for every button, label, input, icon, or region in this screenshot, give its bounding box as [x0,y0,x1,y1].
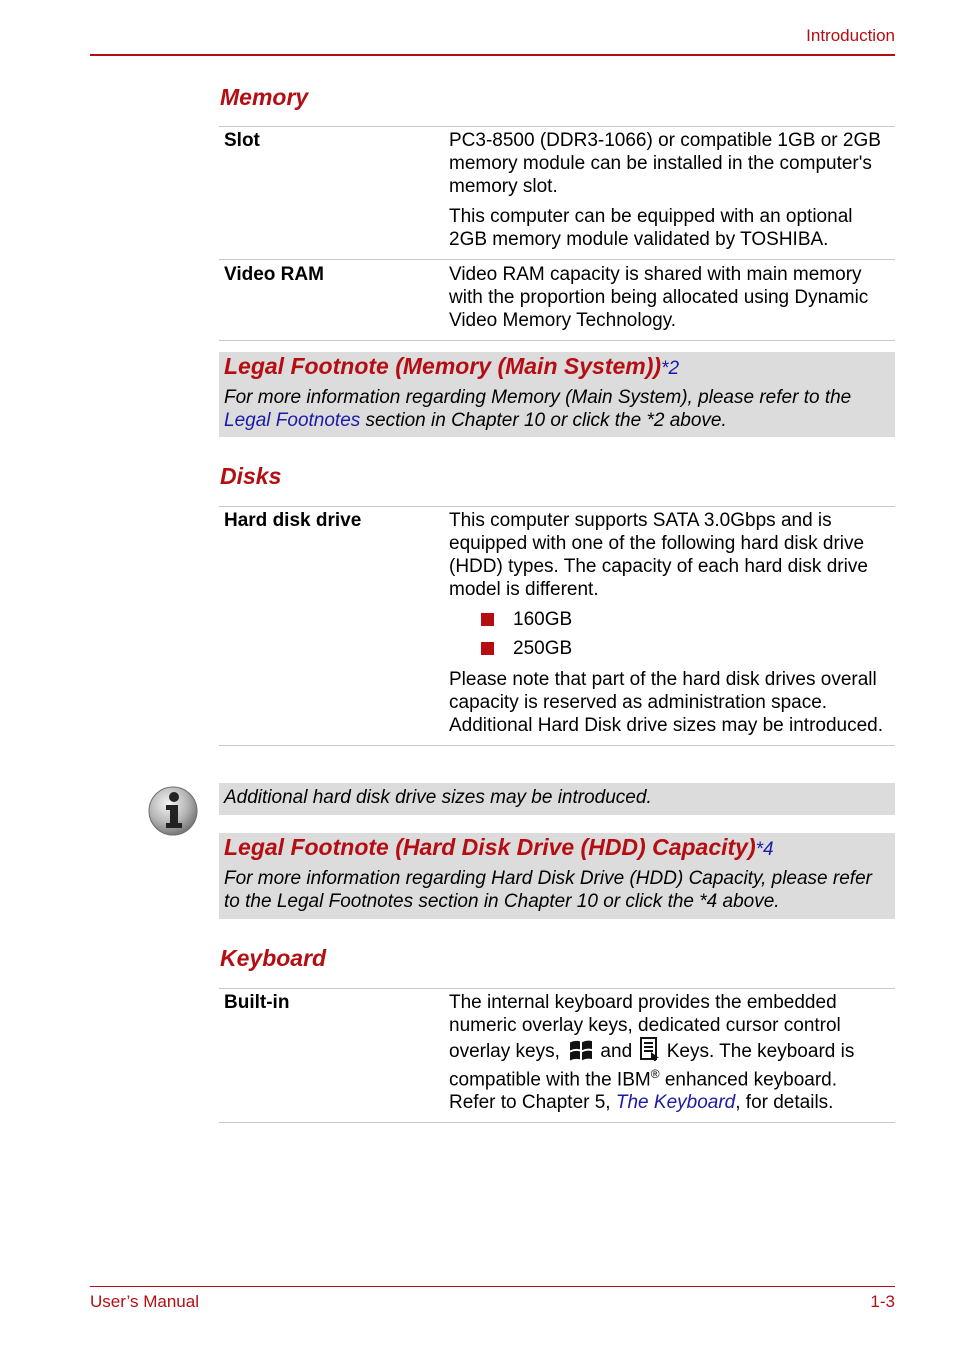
paragraph: Video RAM capacity is shared with main memory with the proportion being allocated using Dynamic Video Memory Technology. [449,264,869,331]
footer-manual-title: User’s Manual [90,1292,199,1311]
list-item: 250GB [479,637,887,660]
info-note [219,783,895,815]
running-header: Introduction [806,26,895,45]
paragraph-text: The internal keyboard provides the embedded numeric overlay keys, dedicated cursor control overlay keys, [449,992,841,1062]
paragraph: Please note that part of the hard disk drives overall capacity is reserved as administration space. Additional Hard Disk drive sizes may be introduced. [449,669,884,736]
paragraph-text: enhanced keyboard. Refer to Chapter 5, [449,1069,838,1114]
footnote-title [224,352,885,383]
table-row [219,127,895,260]
info-note-text: Additional hard disk drive sizes may be introduced. [224,787,652,808]
table-row [219,507,895,746]
row-key: Video RAM [224,264,324,285]
paragraph-text: and [595,1041,638,1062]
hdd-options-list [449,608,887,660]
paragraph [449,991,887,1114]
the-keyboard-link[interactable]: The Keyboard [615,1092,736,1114]
footnote-body [224,386,885,432]
row-value [449,260,895,341]
row-key: Built-in [224,992,290,1013]
list-item: 160GB [479,608,887,631]
paragraph-text: Keys. The keyboard is compatible with the IBM [449,1041,855,1091]
footnote-body: For more information regarding Hard Disk Drive (HDD) Capacity, please refer to the Legal Footnotes section in Chapter 10 or click the *4 above. [224,868,872,912]
footnote-title [224,833,885,864]
keyboard-table [219,988,895,1123]
row-value [449,127,895,260]
windows-key-icon [565,1037,595,1061]
row-key: Hard disk drive [224,510,362,531]
application-key-icon [637,1037,661,1061]
footnote-ref-link[interactable]: *2 [661,358,680,379]
legal-footnote-hdd [219,833,895,919]
legal-footnote-memory [219,352,895,437]
row-key: Slot [224,130,260,151]
memory-table [219,126,895,341]
table-row [219,260,895,341]
section-title-disks: Disks [220,463,282,489]
footnote-ref-link[interactable]: *4 [755,839,774,860]
header-rule [90,54,895,56]
registered-mark: ® [650,1067,660,1081]
page-number: 1-3 [870,1292,895,1311]
footnote-title-text: Legal Footnote (Memory (Main System)) [224,353,662,379]
disks-table [219,506,895,746]
table-row [219,989,895,1123]
row-value [449,507,895,746]
footnote-title-text: Legal Footnote (Hard Disk Drive (HDD) Capacity) [224,834,756,860]
paragraph: PC3-8500 (DDR3-1066) or compatible 1GB or 2GB memory module can be installed in the computer's memory slot. [449,130,881,197]
footer-rule [90,1286,895,1287]
footnote-text: section in Chapter 10 or click the *2 above. [360,410,727,431]
paragraph: This computer supports SATA 3.0Gbps and is equipped with one of the following hard disk drive (HDD) types. The capacity of each hard disk drive model is different. [449,510,868,600]
row-value [449,989,895,1123]
footnote-text: For more information regarding Memory (Main System), please refer to the [224,387,852,408]
section-title-memory: Memory [220,84,309,110]
paragraph: This computer can be equipped with an optional 2GB memory module validated by TOSHIBA. [449,206,853,250]
info-icon [147,785,199,837]
section-title-keyboard: Keyboard [220,945,327,971]
paragraph-text: , for details. [735,1092,834,1114]
legal-footnotes-link[interactable]: Legal Footnotes [224,410,361,431]
